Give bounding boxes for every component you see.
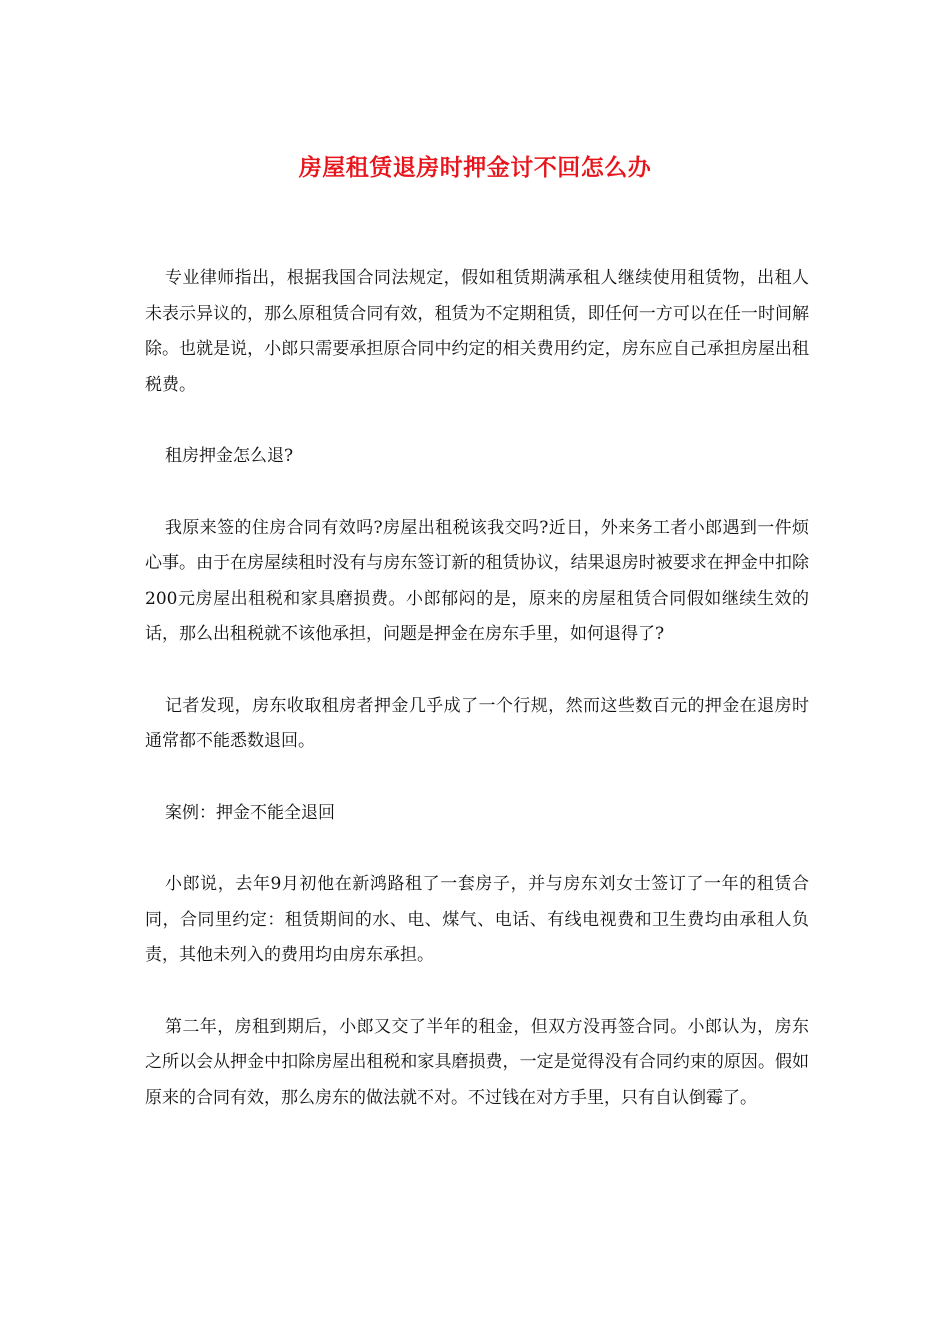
paragraph-lawyer-opinion: 专业律师指出，根据我国合同法规定，假如租赁期满承租人继续使用租赁物，出租人未表示异议的，那么原租赁合同有效，租赁为不定期租赁，即任何一方可以在任一时间解除。也就是说，小郎只需要承担原合同中约定的相关费用约定，房东应自己承担房屋出租税费。 [145,268,809,395]
document-title: 房屋租赁退房时押金讨不回怎么办 [298,155,652,181]
paragraph-lease-terms: 小郎说，去年9月初他在新鸿路租了一套房子，并与房东刘女士签订了一年的租赁合同，合同里约定：租赁期间的水、电、煤气、电话、有线电视费和卫生费均由承租人负责，其他未列入的费用均由房东承担。 [145,874,809,965]
paragraph-deposit-question: 租房押金怎么退? [165,446,294,466]
paragraph-second-year: 第二年，房租到期后，小郎又交了半年的租金，但双方没再签合同。小郎认为，房东之所以会从押金中扣除房屋出租税和家具磨损费，一定是觉得没有合同约束的原因。假如原来的合同有效，那么房东的做法就不对。不过钱在对方手里，只有自认倒霉了。 [145,1016,809,1108]
paragraph-case-heading: 案例：押金不能全退回 [165,802,335,823]
document-body [145,261,809,1152]
paragraph-reporter-finding: 记者发现，房东收取租房者押金几乎成了一个行规，然而这些数百元的押金在退房时通常都不能悉数退回。 [145,695,809,751]
paragraph-xiaolang-story: 我原来签的住房合同有效吗?房屋出租税该我交吗?近日，外来务工者小郎遇到一件烦心事。由于在房屋续租时没有与房东签订新的租赁协议，结果退房时被要求在押金中扣除200元房屋出租税和家具磨损费。小郎郁闷的是，原来的房屋租赁合同假如继续生效的话，那么出租税就不该他承担，问题是押金在房东手里，如何退得了? [145,517,809,644]
